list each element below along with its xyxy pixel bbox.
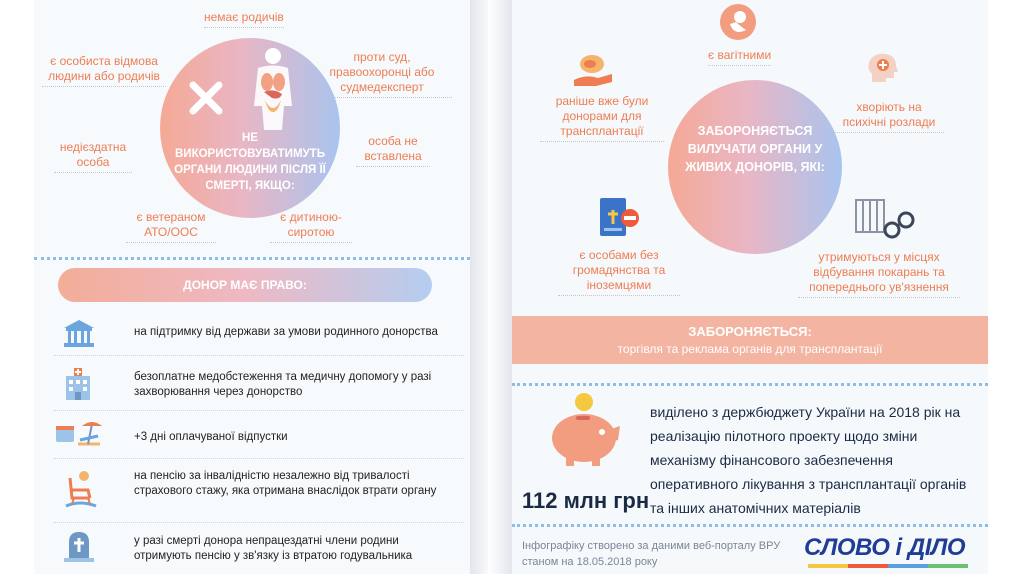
source-note: [522, 538, 780, 570]
rocking-chair-icon: [62, 470, 98, 510]
funding-amount: 112 млн грн: [522, 488, 650, 513]
mental-health-head-icon: [864, 52, 900, 88]
condition-personal-refusal: є особиста відмова людини або родичів: [42, 54, 166, 87]
fetus-icon: [718, 2, 758, 42]
condition-ato-veteran: є ветераном АТО/ООС: [126, 210, 216, 243]
row-divider: [54, 410, 464, 411]
human-organs-icon: [248, 46, 298, 130]
slovo-i-dilo-logo: СЛОВО і ДІЛО: [804, 534, 966, 561]
condition-mental-disorders: хворіють на психічні розлади: [834, 100, 944, 133]
condition-orphan: є дитиною-сиротою: [270, 210, 352, 243]
hospital-icon: [60, 368, 96, 402]
condition-no-relatives: немає родичів: [204, 10, 284, 28]
condition-prisoners: утримуються у місцях відбування покарань та попереднього ув'язнення: [798, 250, 960, 298]
right-central-circle: [668, 80, 842, 254]
row-divider: [54, 458, 464, 459]
condition-stateless-foreigners: є особами без громадянства та іноземцями: [558, 248, 680, 296]
right-state-support: на підтримку від держави за умови родинного донорства: [134, 326, 438, 338]
source-line-2: станом на 18.05.2018 року: [522, 556, 658, 568]
prohibition-title: ЗАБОРОНЯЄТЬСЯ:: [688, 324, 812, 339]
kidney-hand-icon: [572, 52, 614, 88]
right-disability-pension: на пенсію за інвалідністю незалежно від тривалості страхового стажу, яка отримана внаслідок втрати органу: [134, 470, 437, 497]
rights-header-banner: [58, 268, 432, 302]
left-circle-heading: НЕ ВИКОРИСТОВУВАТИМУТЬ ОРГАНИ ЛЮДИНИ ПІСЛЯ ЇЇ СМЕРТІ, ЯКЩО:: [174, 132, 326, 192]
cross-icon: [188, 80, 224, 116]
passport-ban-icon: [598, 196, 640, 240]
vacation-icon: [54, 418, 106, 448]
condition-court-objection: проти суд, правоохоронці або судмедексперт: [312, 50, 452, 98]
left-infographic-panel: [34, 0, 470, 574]
left-central-circle: [160, 38, 340, 218]
right-circle-heading: ЗАБОРОНЯЄТЬСЯ ВИЛУЧАТИ ОРГАНИ У ЖИВИХ ДОНОРІВ, ЯКІ:: [685, 124, 825, 174]
prohibition-banner: [512, 316, 988, 364]
prison-handcuffs-icon: [854, 196, 916, 242]
row-divider: [54, 355, 464, 356]
rights-header-text: ДОНОР МАЄ ПРАВО:: [183, 278, 307, 292]
right-infographic-panel: [512, 0, 988, 574]
government-building-icon: [62, 318, 96, 348]
prohibition-text: торгівля та реклама органів для трансплантації: [617, 342, 883, 356]
source-line-1: Інфографіку створено за даними веб-порталу ВРУ: [522, 540, 781, 552]
condition-pregnant: є вагітними: [708, 48, 771, 66]
logo-color-bar: [808, 564, 968, 568]
piggy-bank-icon: [546, 392, 626, 468]
right-paid-leave: +3 дні оплачуваної відпустки: [134, 431, 288, 443]
condition-unidentified: особа не вставлена: [356, 134, 430, 167]
left-section-divider: [34, 257, 470, 260]
condition-former-donors: раніше вже були донорами для трансплантації: [540, 94, 664, 142]
right-section-divider: [512, 383, 988, 386]
gravestone-icon: [64, 530, 94, 562]
footer-divider: [512, 524, 988, 527]
right-panel-shadow: [488, 0, 512, 574]
funding-description: виділено з держбюджету України на 2018 рік на реалізацію пілотного проекту щодо зміни механізму фінансового забезпечення оперативного лікування з трансплантації органів та інших анатомічних матеріалів: [650, 404, 967, 516]
condition-incapacitated: недієздатна особа: [54, 140, 132, 173]
row-divider: [54, 522, 464, 523]
right-free-medical-care: безоплатне медобстеження та медичну допомогу у разі захворювання через донорство: [134, 371, 432, 398]
right-survivor-pension: у разі смерті донора непрацездатні члени родини отримують пенсію у зв'язку із втратою годувальника: [134, 535, 413, 562]
